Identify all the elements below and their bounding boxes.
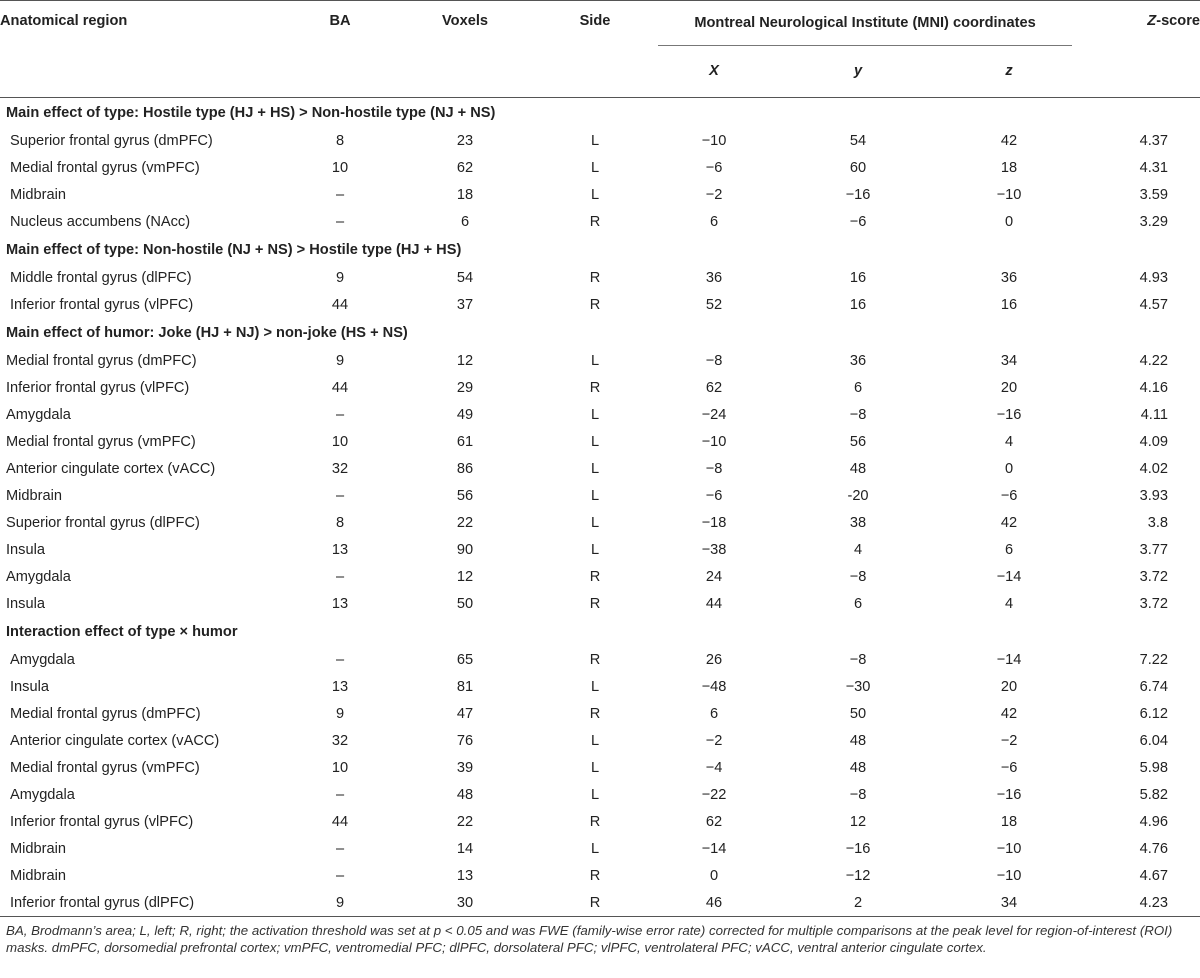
cell-ba: 44 — [331, 813, 349, 830]
cell-side: R — [589, 269, 601, 286]
cell-mni-y: −6 — [849, 213, 867, 230]
header-zscore-rest: -score — [1156, 13, 1200, 29]
cell-side: L — [590, 487, 600, 504]
cell-mni-z: 4 — [1004, 595, 1014, 612]
cell-side: L — [590, 732, 600, 749]
cell-ba: 9 — [335, 352, 345, 369]
cell-zscore: 7.22 — [1139, 651, 1169, 668]
table-row — [0, 862, 1200, 889]
cell-mni-x: −24 — [701, 406, 727, 423]
cell-side: L — [590, 541, 600, 558]
cell-region: Amygdala — [6, 568, 71, 585]
cell-mni-z: 4 — [1004, 433, 1014, 450]
cell-voxels: 49 — [456, 406, 474, 423]
header-mni — [650, 1, 1080, 46]
table-row — [0, 646, 1200, 673]
cell-voxels: 48 — [456, 786, 474, 803]
cell-mni-x: 46 — [650, 889, 778, 917]
table-row — [0, 673, 1200, 700]
cell-mni-y: 6 — [853, 595, 863, 612]
cell-side: L — [590, 514, 600, 531]
cell-ba: – — [335, 651, 345, 668]
cell-ba: 10 — [331, 159, 349, 176]
table-row — [0, 889, 1200, 917]
cell-voxels: 47 — [456, 705, 474, 722]
section-header — [0, 98, 1200, 128]
table-row — [0, 509, 1200, 536]
cell-mni-z: 20 — [1000, 678, 1018, 695]
cell-side: R — [589, 296, 601, 313]
table-row — [0, 754, 1200, 781]
cell-voxels: 90 — [456, 541, 474, 558]
cell-ba: 44 — [331, 296, 349, 313]
cell-region: Amygdala — [10, 651, 75, 668]
cell-mni-y: −8 — [849, 786, 867, 803]
cell-ba: 32 — [331, 732, 349, 749]
table-row — [0, 482, 1200, 509]
table-row — [0, 455, 1200, 482]
cell-region: Inferior frontal gyrus (vlPFC) — [10, 813, 194, 830]
cell-region: Insula — [10, 678, 49, 695]
cell-mni-y: 54 — [849, 132, 867, 149]
table-row — [0, 808, 1200, 835]
cell-mni-z: −10 — [996, 867, 1022, 884]
cell-mni-x: −22 — [701, 786, 727, 803]
cell-mni-z: 18 — [1000, 813, 1018, 830]
cell-zscore: 4.23 — [1080, 889, 1200, 917]
cell-region: Inferior frontal gyrus (vlPFC) — [10, 296, 194, 313]
cell-zscore: 5.82 — [1139, 786, 1169, 803]
cell-ba: 10 — [331, 759, 349, 776]
header-zscore-italic: Z — [1147, 13, 1157, 29]
cell-ba: – — [335, 867, 345, 884]
table-row — [0, 563, 1200, 590]
cell-zscore: 4.67 — [1139, 867, 1169, 884]
cell-region: Anterior cingulate cortex (vACC) — [10, 732, 220, 749]
cell-mni-x: 52 — [705, 296, 723, 313]
cell-side: L — [590, 406, 600, 423]
cell-zscore: 4.93 — [1139, 269, 1169, 286]
cell-region: Amygdala — [10, 786, 75, 803]
cell-mni-y: 38 — [849, 514, 867, 531]
mni-underline — [658, 45, 1072, 46]
cell-voxels: 29 — [456, 379, 474, 396]
cell-voxels: 12 — [456, 352, 474, 369]
cell-ba: 9 — [290, 889, 390, 917]
table-row — [0, 208, 1200, 235]
cell-region: Medial frontal gyrus (vmPFC) — [10, 759, 200, 776]
cell-mni-y: 48 — [849, 732, 867, 749]
cell-voxels: 54 — [456, 269, 474, 286]
table-row — [0, 154, 1200, 181]
cell-mni-z: 20 — [1000, 379, 1018, 396]
cell-side: R — [589, 813, 601, 830]
cell-voxels: 62 — [456, 159, 474, 176]
cell-mni-z: −14 — [996, 568, 1022, 585]
cell-mni-z: 36 — [1000, 269, 1018, 286]
cell-mni-y: 16 — [849, 296, 867, 313]
cell-side: L — [590, 678, 600, 695]
section-title: Main effect of type: Non-hostile (NJ + NS) > Hostile type (HJ + HS) — [6, 241, 462, 258]
cell-zscore: 4.02 — [1139, 460, 1169, 477]
cell-region: Inferior frontal gyrus (vlPFC) — [6, 379, 190, 396]
section-title: Interaction effect of type × humor — [6, 623, 238, 640]
cell-mni-x: −2 — [705, 186, 723, 203]
cell-mni-z: 42 — [1000, 132, 1018, 149]
cell-zscore: 5.98 — [1139, 759, 1169, 776]
cell-ba: – — [335, 186, 345, 203]
table-row — [0, 700, 1200, 727]
cell-ba: – — [335, 406, 345, 423]
header-ba: BA — [290, 1, 390, 98]
cell-side: R — [589, 651, 601, 668]
cell-voxels: 30 — [390, 889, 540, 917]
cell-mni-z: 0 — [1004, 213, 1014, 230]
table-row — [0, 127, 1200, 154]
cell-mni-z: −10 — [996, 186, 1022, 203]
cell-region: Inferior frontal gyrus (dlPFC) — [0, 889, 290, 917]
cell-mni-y: −16 — [845, 840, 871, 857]
table-footnote: BA, Brodmann’s area; L, left; R, right; the activation threshold was set at p < 0.05 and was FWE (family-wise error rate) corrected for multiple comparisons at the peak level for region-of-interest (ROI) masks. dmPFC, dorsomedial prefrontal cortex; vmPFC, ventromedial PFC; dlPFC, dorsolateral PFC; vlPFC, ventrolateral PFC; vACC, ventral anterior cingulate cortex. — [6, 923, 1173, 955]
cell-zscore: 6.12 — [1139, 705, 1169, 722]
section-header — [0, 235, 1200, 264]
cell-mni-z: 0 — [1004, 460, 1014, 477]
cell-mni-y: −30 — [845, 678, 871, 695]
cell-zscore: 4.37 — [1139, 132, 1169, 149]
cell-ba: – — [335, 487, 345, 504]
cell-mni-y: 6 — [853, 379, 863, 396]
cell-region: Middle frontal gyrus (dlPFC) — [10, 269, 192, 286]
cell-zscore: 3.72 — [1139, 568, 1169, 585]
cell-ba: 44 — [331, 379, 349, 396]
cell-mni-y: 4 — [853, 541, 863, 558]
cell-side: L — [590, 433, 600, 450]
cell-ba: – — [335, 568, 345, 585]
cell-mni-y: 48 — [849, 759, 867, 776]
cell-mni-x: −18 — [701, 514, 727, 531]
cell-mni-z: −6 — [1000, 487, 1018, 504]
cell-zscore: 3.93 — [1139, 487, 1169, 504]
cell-mni-z: 18 — [1000, 159, 1018, 176]
table-row — [0, 781, 1200, 808]
cell-mni-z: 34 — [938, 889, 1080, 917]
cell-mni-x: −8 — [705, 352, 723, 369]
cell-voxels: 50 — [456, 595, 474, 612]
cell-voxels: 61 — [456, 433, 474, 450]
cell-mni-x: 6 — [709, 705, 719, 722]
cell-side: R — [589, 213, 601, 230]
header-region: Anatomical region — [0, 1, 290, 98]
cell-mni-x: −6 — [705, 159, 723, 176]
table-row — [0, 374, 1200, 401]
cell-zscore: 4.22 — [1139, 352, 1169, 369]
cell-voxels: 14 — [456, 840, 474, 857]
cell-mni-z: −10 — [996, 840, 1022, 857]
cell-zscore: 4.76 — [1139, 840, 1169, 857]
cell-zscore: 3.72 — [1139, 595, 1169, 612]
cell-mni-z: 16 — [1000, 296, 1018, 313]
cell-ba: 9 — [335, 269, 345, 286]
cell-mni-z: −14 — [996, 651, 1022, 668]
cell-ba: 8 — [335, 132, 345, 149]
cell-zscore: 3.59 — [1139, 186, 1169, 203]
cell-mni-z: −2 — [1000, 732, 1018, 749]
cell-mni-y: 16 — [849, 269, 867, 286]
cell-mni-x: 24 — [705, 568, 723, 585]
cell-region: Nucleus accumbens (NAcc) — [10, 213, 191, 230]
cell-voxels: 12 — [456, 568, 474, 585]
cell-region: Midbrain — [10, 867, 66, 884]
cell-mni-x: −10 — [701, 433, 727, 450]
cell-mni-z: −16 — [996, 406, 1022, 423]
cell-ba: – — [335, 840, 345, 857]
cell-voxels: 39 — [456, 759, 474, 776]
cell-mni-x: −8 — [705, 460, 723, 477]
header-z: z — [1005, 63, 1013, 79]
cell-mni-y: 50 — [849, 705, 867, 722]
cell-region: Midbrain — [10, 186, 66, 203]
cell-voxels: 18 — [456, 186, 474, 203]
cell-mni-x: −38 — [701, 541, 727, 558]
cell-mni-x: 6 — [709, 213, 719, 230]
cell-voxels: 22 — [456, 813, 474, 830]
cell-mni-x: 36 — [705, 269, 723, 286]
cell-side: L — [590, 186, 600, 203]
cell-voxels: 22 — [456, 514, 474, 531]
cell-voxels: 81 — [456, 678, 474, 695]
cell-side: R — [589, 568, 601, 585]
table-row — [0, 590, 1200, 617]
cell-region: Medial frontal gyrus (dmPFC) — [10, 705, 201, 722]
table-row — [0, 536, 1200, 563]
cell-zscore: 4.16 — [1139, 379, 1169, 396]
cell-side: R — [540, 889, 650, 917]
cell-mni-x: −10 — [701, 132, 727, 149]
cell-ba: – — [335, 213, 345, 230]
cell-mni-z: −6 — [1000, 759, 1018, 776]
cell-mni-x: 44 — [705, 595, 723, 612]
table-row — [0, 347, 1200, 374]
header-side: Side — [540, 1, 650, 98]
cell-voxels: 6 — [460, 213, 470, 230]
header-mni-label: Montreal Neurological Institute (MNI) coordinates — [694, 15, 1036, 31]
cell-side: L — [590, 132, 600, 149]
cell-mni-y: 60 — [849, 159, 867, 176]
cell-mni-y: −8 — [849, 406, 867, 423]
header-x: X — [709, 63, 719, 79]
cell-ba: – — [335, 786, 345, 803]
cell-zscore: 4.09 — [1139, 433, 1169, 450]
cell-zscore: 4.11 — [1140, 406, 1169, 423]
cell-region: Midbrain — [10, 840, 66, 857]
cell-mni-x: 0 — [709, 867, 719, 884]
cell-side: L — [590, 840, 600, 857]
cell-mni-y: 36 — [849, 352, 867, 369]
cell-mni-z: 42 — [1000, 705, 1018, 722]
cell-region: Medial frontal gyrus (vmPFC) — [6, 433, 196, 450]
table-body — [0, 98, 1200, 917]
cell-mni-y: 12 — [849, 813, 867, 830]
cell-voxels: 65 — [456, 651, 474, 668]
cell-voxels: 23 — [456, 132, 474, 149]
cell-mni-z: 42 — [1000, 514, 1018, 531]
cell-side: L — [590, 786, 600, 803]
cell-zscore: 6.04 — [1139, 732, 1169, 749]
cell-mni-x: −14 — [701, 840, 727, 857]
cell-region: Midbrain — [6, 487, 62, 504]
cell-zscore: 3.29 — [1139, 213, 1169, 230]
cell-voxels: 56 — [456, 487, 474, 504]
cell-voxels: 13 — [456, 867, 474, 884]
section-title: Main effect of type: Hostile type (HJ + HS) > Non-hostile type (NJ + NS) — [6, 104, 496, 121]
cell-zscore: 6.74 — [1139, 678, 1169, 695]
cell-zscore: 4.31 — [1139, 159, 1169, 176]
cell-region: Superior frontal gyrus (dlPFC) — [6, 514, 200, 531]
cell-region: Insula — [6, 541, 45, 558]
cell-side: L — [590, 159, 600, 176]
header-zscore — [1080, 1, 1200, 98]
cell-mni-x: 62 — [705, 813, 723, 830]
cell-ba: 10 — [331, 433, 349, 450]
cell-ba: 13 — [331, 595, 349, 612]
cell-region: Medial frontal gyrus (vmPFC) — [10, 159, 200, 176]
cell-side: L — [590, 759, 600, 776]
cell-mni-z: 34 — [1000, 352, 1018, 369]
cell-mni-x: −2 — [705, 732, 723, 749]
table-row — [0, 401, 1200, 428]
header-y: y — [853, 63, 863, 79]
cell-zscore: 3.8 — [1147, 514, 1169, 531]
cell-mni-x: 62 — [705, 379, 723, 396]
table-row — [0, 264, 1200, 291]
cell-voxels: 86 — [456, 460, 474, 477]
cell-mni-y: 48 — [849, 460, 867, 477]
cell-region: Amygdala — [6, 406, 71, 423]
cell-mni-x: 26 — [705, 651, 723, 668]
table-row — [0, 428, 1200, 455]
cell-zscore: 4.57 — [1139, 296, 1169, 313]
cell-mni-x: −6 — [705, 487, 723, 504]
cell-mni-x: −4 — [705, 759, 723, 776]
cell-mni-y: -20 — [847, 487, 869, 504]
cell-mni-y: −12 — [845, 867, 871, 884]
cell-side: R — [589, 379, 601, 396]
cell-side: L — [590, 460, 600, 477]
section-header — [0, 617, 1200, 646]
cell-ba: 8 — [335, 514, 345, 531]
cell-ba: 9 — [335, 705, 345, 722]
cell-mni-y: −8 — [849, 651, 867, 668]
cell-side: L — [590, 352, 600, 369]
section-title: Main effect of humor: Joke (HJ + NJ) > non-joke (HS + NS) — [6, 324, 408, 341]
cell-mni-y: −8 — [849, 568, 867, 585]
cell-mni-x: −48 — [701, 678, 727, 695]
table-row — [0, 727, 1200, 754]
header-voxels: Voxels — [390, 1, 540, 98]
cell-region: Medial frontal gyrus (dmPFC) — [6, 352, 197, 369]
table-row — [0, 291, 1200, 318]
cell-mni-y: 56 — [849, 433, 867, 450]
table-row — [0, 181, 1200, 208]
cell-mni-z: 6 — [1004, 541, 1014, 558]
cell-region: Superior frontal gyrus (dmPFC) — [10, 132, 213, 149]
cell-mni-y: 2 — [778, 889, 938, 917]
cell-side: R — [589, 705, 601, 722]
cell-ba: 13 — [331, 541, 349, 558]
cell-ba: 13 — [331, 678, 349, 695]
cell-mni-y: −16 — [845, 186, 871, 203]
cell-region: Insula — [6, 595, 45, 612]
cell-zscore: 3.77 — [1139, 541, 1169, 558]
cell-ba: 32 — [331, 460, 349, 477]
table-row — [0, 835, 1200, 862]
section-header — [0, 318, 1200, 347]
cell-mni-z: −16 — [996, 786, 1022, 803]
cell-side: R — [589, 867, 601, 884]
cell-region: Anterior cingulate cortex (vACC) — [6, 460, 216, 477]
cell-voxels: 37 — [456, 296, 474, 313]
cell-zscore: 4.96 — [1139, 813, 1169, 830]
cell-voxels: 76 — [456, 732, 474, 749]
cell-side: R — [589, 595, 601, 612]
